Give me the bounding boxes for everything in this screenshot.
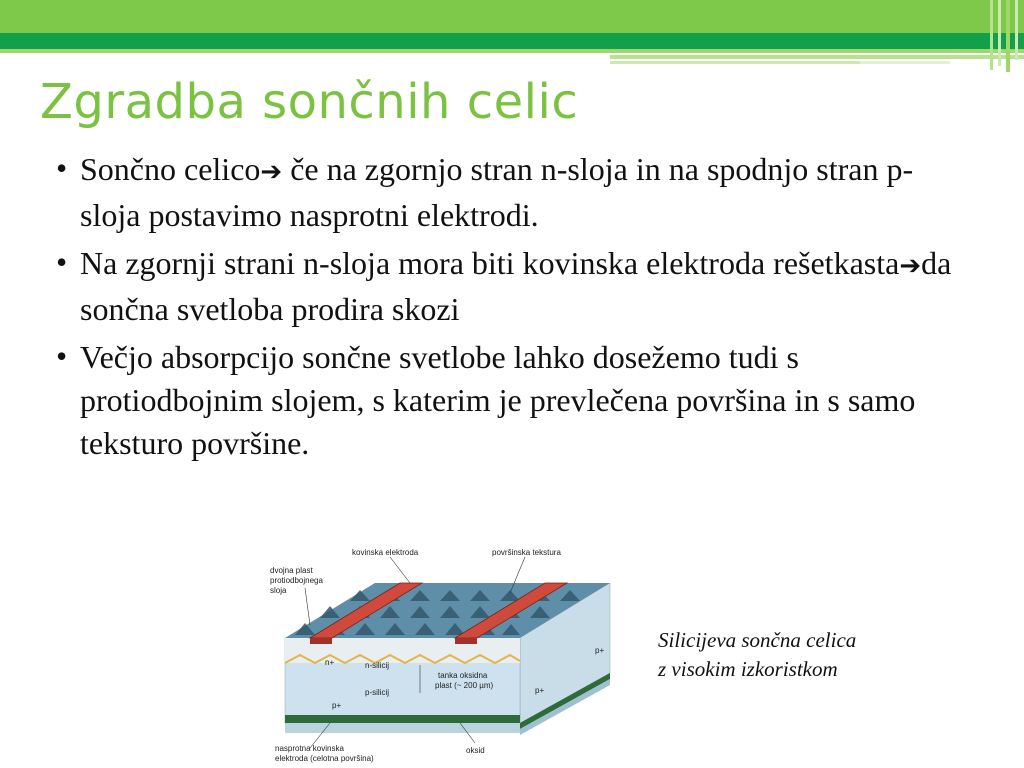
bullet-text: da sončna svetloba prodira skozi <box>80 245 952 327</box>
header-vert-3 <box>1006 0 1010 72</box>
list-item <box>56 148 956 237</box>
figure-caption <box>658 626 856 684</box>
label-dvojna-plast: protiodbojnega <box>270 576 323 585</box>
header-band-dark <box>0 33 1024 49</box>
page-title: Zgradba sončnih celic <box>40 74 579 130</box>
bullet-text: Na zgornji strani n-sloja mora biti kovinska elektroda rešetkasta <box>80 245 900 281</box>
bullet-dot: • <box>56 338 68 374</box>
label-povrsinska-tekstura: površinska tekstura <box>492 548 561 557</box>
header-stripe-2 <box>610 55 1024 59</box>
header-vert-1 <box>990 0 993 70</box>
back-electrode-layer <box>285 715 520 723</box>
label-nasprotna-elektroda: elektroda (celotna površina) <box>275 754 374 763</box>
label-p-silicij: p-silicij <box>365 688 389 697</box>
label-p-plus: p+ <box>595 646 605 655</box>
label-kovinska-elektroda: kovinska elektroda <box>352 548 419 557</box>
arrow-right-icon: ➔ <box>260 157 283 187</box>
label-n-silicij: n-silicij <box>365 661 389 670</box>
bullet-dot: • <box>56 244 68 280</box>
bullet-list <box>56 148 956 470</box>
header-stripe-4 <box>860 61 950 64</box>
label-p-plus: p+ <box>332 701 342 710</box>
label-p-plus: p+ <box>535 686 545 695</box>
header-stripe-3 <box>610 61 860 64</box>
label-nasprotna-elektroda: nasprotna kovinska <box>275 744 344 753</box>
header-vert-4 <box>1015 0 1018 60</box>
label-tanka-oksidna: tanka oksidna <box>438 671 488 680</box>
label-tanka-oksidna: plast (~ 200 µm) <box>435 681 494 690</box>
header-band-light <box>0 0 1024 33</box>
header-vert-2 <box>998 0 1001 66</box>
label-dvojna-plast: sloja <box>270 586 287 595</box>
bullet-text: Večjo absorpcijo sončne svetlobe lahko dosežemo tudi s protiodbojnim slojem, s katerim je prevlečena površina in s samo teksturo površine. <box>80 339 916 461</box>
label-n-plus: n+ <box>325 658 335 667</box>
top-electrode-front <box>310 638 332 644</box>
bullet-text: če na zgornjo stran n-sloja in na spodnjo stran p-sloja postavimo nasprotni elektrodi. <box>80 151 914 233</box>
top-electrode-front <box>455 638 477 644</box>
caption-line: z visokim izkoristkom <box>658 657 838 681</box>
header-stripe-1 <box>0 49 1024 53</box>
base-layer <box>285 723 520 733</box>
list-item <box>56 242 956 331</box>
list-item <box>56 336 956 465</box>
bullet-dot: • <box>56 150 68 186</box>
caption-line: Silicijeva sončna celica <box>658 628 857 652</box>
label-dvojna-plast: dvojna plast <box>270 566 313 575</box>
solar-cell-diagram <box>270 543 615 765</box>
bullet-text: Sončno celico <box>80 151 261 187</box>
label-oksid: oksid <box>466 746 485 755</box>
arrow-right-icon: ➔ <box>899 251 922 281</box>
